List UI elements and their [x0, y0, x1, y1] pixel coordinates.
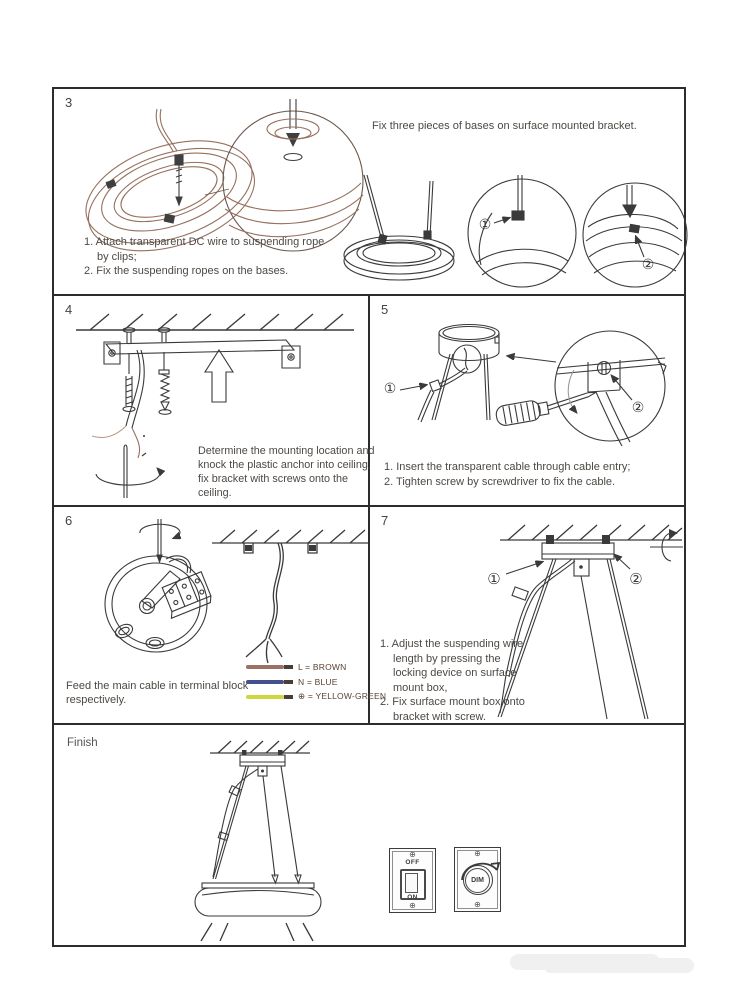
detail-arrow	[508, 356, 556, 362]
rotation-arrow-icon	[96, 445, 160, 498]
finished-lamp-drawing	[182, 737, 342, 937]
step-number: 7	[381, 513, 389, 528]
panel-step-7	[370, 507, 684, 725]
off-label: OFF	[405, 859, 420, 866]
ceiling	[500, 525, 682, 540]
panel-step-5	[370, 296, 684, 507]
step-number: 4	[65, 302, 73, 317]
panel-step-6	[54, 507, 387, 725]
callout-1-label: ①	[478, 216, 492, 232]
brown-wire-swatch	[246, 665, 284, 669]
callout-2-label: ②	[641, 256, 655, 272]
step-1-text: 1. Attach transparent DC wire to suspending rope	[84, 236, 325, 248]
panel7-steps	[380, 637, 532, 724]
step-1-text-cont: by clips;	[97, 250, 137, 263]
suspension-wires	[213, 766, 301, 883]
step-2-text: 2. Tighten screw by screwdriver to fix the cable.	[384, 475, 616, 488]
step-number: 3	[65, 95, 73, 110]
panel5-steps	[384, 460, 630, 489]
cable-fixing-drawing	[376, 312, 682, 462]
up-arrow-icon	[205, 350, 233, 402]
plastic-anchor	[159, 352, 171, 414]
dimmer-switch-drawing	[454, 847, 501, 912]
step-2-text: 2. Fix the suspending ropes on the bases.	[84, 265, 289, 278]
screwdriver	[495, 389, 599, 426]
step-1-text: 1. Insert the transparent cable through cable entry;	[384, 461, 631, 473]
callout-2	[583, 183, 687, 287]
legend-label: ⊕ = YELLOW-GREEN	[298, 691, 387, 701]
screw-detail-callout	[555, 331, 666, 446]
panel6-caption: Feed the main cable in terminal block respectively.	[66, 680, 249, 707]
rope-mounting-drawing	[342, 165, 674, 295]
panel-step-4	[54, 296, 375, 507]
wire-tip	[284, 680, 293, 684]
screw-icon: ⊕	[474, 849, 481, 858]
marker-1-label: ①	[383, 380, 397, 396]
marker-1-arrow	[400, 385, 426, 390]
ceiling	[76, 314, 354, 330]
step-number: 5	[381, 302, 389, 317]
step-number: 6	[65, 513, 73, 528]
panel-step-3	[54, 89, 684, 296]
base-with-ropes	[344, 175, 454, 280]
finish-label: Finish	[67, 737, 98, 749]
wire-tip	[284, 695, 293, 699]
panel-finish	[54, 725, 684, 945]
ceiling	[210, 741, 310, 753]
rotation-arrow-icon	[650, 529, 683, 561]
panel3-caption: Fix three pieces of bases on surface mounted bracket.	[372, 120, 637, 132]
dimmer-rotation-arrow-icon	[457, 856, 501, 886]
screw-icon: ⊕	[409, 850, 416, 859]
marker-2-arrow	[615, 555, 630, 569]
onoff-switch-drawing	[389, 848, 436, 913]
step-2-text: 2. Fix surface mount box onto bracket with screw.	[380, 696, 525, 723]
screw-icon: ⊕	[474, 900, 481, 909]
legend-row-live	[246, 659, 386, 674]
screw-icon: ⊕	[409, 901, 416, 910]
junction-box	[105, 556, 213, 652]
callout-1	[468, 175, 576, 287]
terminal-block	[159, 572, 213, 619]
mounting-bracket	[104, 328, 300, 368]
ceiling-with-cable	[212, 530, 368, 663]
surface-mount-box	[439, 325, 499, 374]
marker-2-label: ②	[631, 399, 645, 415]
wire-tip	[284, 665, 293, 669]
legend-label: N = BLUE	[298, 676, 338, 687]
light-rays	[201, 923, 313, 941]
marker-1-label: ①	[487, 571, 501, 588]
panel4-caption: Determine the mounting location and knock the plastic anchor into ceiling, fix bracket with screws onto the ceiling.	[198, 445, 375, 500]
rocker-button	[405, 873, 418, 893]
dim-label: DIM	[471, 876, 484, 884]
legend-label: L = BROWN	[298, 661, 347, 672]
marker-1-arrow	[506, 562, 542, 574]
lamp-ring	[195, 883, 321, 916]
transparent-cable	[418, 368, 467, 422]
marker-2-arrow	[612, 376, 632, 400]
marker-2-label: ②	[629, 571, 643, 588]
on-label: ON	[407, 894, 418, 901]
main-cable	[92, 350, 145, 458]
instruction-frame	[52, 87, 686, 947]
panel3-steps	[84, 235, 324, 279]
step-1-text: 1. Adjust the suspending wire length by pressing the locking device on surface mount box,	[380, 638, 524, 694]
leader-line	[205, 189, 229, 195]
